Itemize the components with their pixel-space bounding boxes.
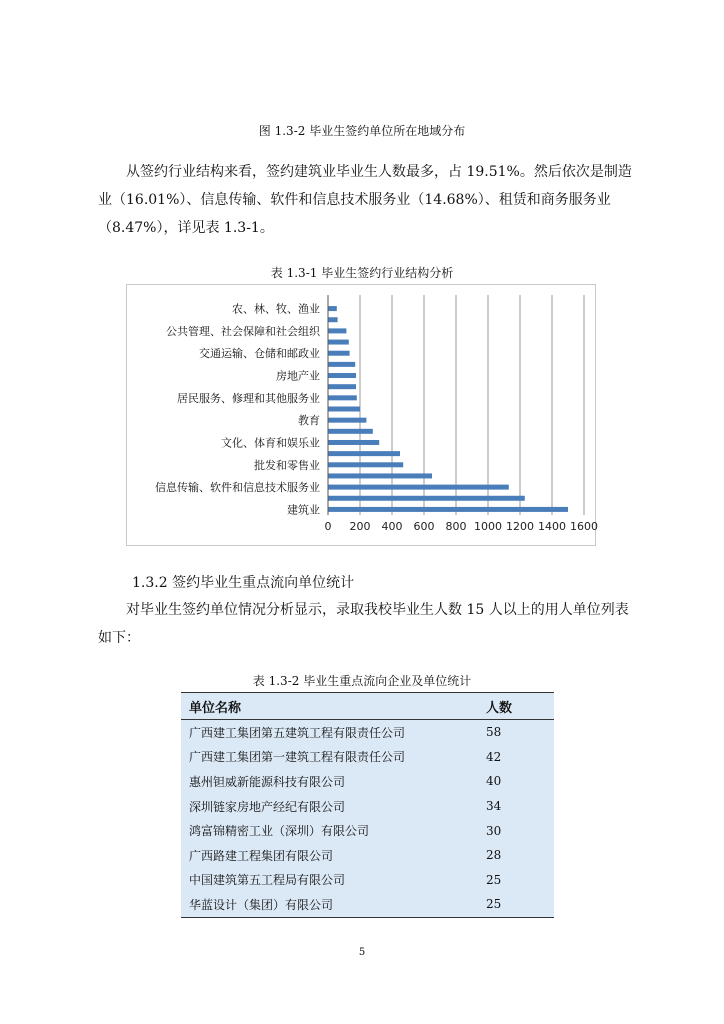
category-label: 批发和零售业	[254, 458, 320, 472]
bar	[328, 362, 355, 367]
unit-name-cell: 华蓝设计（集团）有限公司	[181, 892, 482, 917]
paragraph-industry-structure: 从签约行业结构来看，签约建筑业毕业生人数最多，占 19.51%。然后依次是制造业（16.01%）、信息传输、软件和信息技术服务业（14.68%）、租赁和商务服务业（8.47%），详见表 1.3-1。	[98, 164, 632, 236]
table-row	[181, 745, 554, 770]
bar	[328, 418, 366, 423]
x-tick-label: 600	[413, 520, 435, 533]
x-tick-label: 1000	[474, 520, 502, 533]
unit-name-cell: 惠州钽威新能源科技有限公司	[181, 769, 482, 794]
category-label: 房地产业	[276, 369, 320, 383]
unit-name-cell: 鸿富锦精密工业（深圳）有限公司	[181, 818, 482, 843]
category-label: 农、林、牧、渔业	[232, 302, 320, 316]
section-heading: 1.3.2 签约毕业生重点流向单位统计	[132, 575, 355, 591]
table-row	[181, 769, 554, 794]
bar	[328, 317, 338, 322]
x-tick-label: 1400	[538, 520, 566, 533]
bar	[328, 328, 346, 333]
category-label: 信息传输、软件和信息技术服务业	[155, 481, 320, 495]
count-cell: 25	[482, 868, 554, 893]
bar	[328, 507, 568, 512]
table-row	[181, 892, 554, 917]
bar	[328, 351, 350, 356]
bar	[328, 429, 373, 434]
table-1-caption: 表 1.3-1 毕业生签约行业结构分析	[270, 266, 454, 280]
x-tick-label: 0	[324, 520, 332, 533]
bar	[328, 485, 509, 490]
unit-name-cell: 中国建筑第五工程局有限公司	[181, 868, 482, 893]
header-unit-name: 单位名称	[181, 693, 482, 720]
industry-bar-chart	[127, 285, 598, 545]
table-2-caption: 表 1.3-2 毕业生重点流向企业及单位统计	[252, 674, 472, 688]
x-tick-label: 1200	[506, 520, 534, 533]
count-cell: 42	[482, 745, 554, 770]
table-row	[181, 818, 554, 843]
bar	[328, 451, 400, 456]
category-label: 建筑业	[287, 503, 320, 517]
category-label: 公共管理、社会保障和社会组织	[166, 324, 320, 338]
bar	[328, 395, 357, 400]
count-cell: 28	[482, 843, 554, 868]
unit-name-cell: 广西建工集团第五建筑工程有限责任公司	[181, 720, 482, 745]
paragraph-key-employers: 对毕业生签约单位情况分析显示，录取我校毕业生人数 15 人以上的用人单位列表如下：	[98, 602, 629, 646]
table-row	[181, 868, 554, 893]
bar	[328, 473, 432, 478]
category-label: 居民服务、修理和其他服务业	[177, 391, 320, 405]
figure-caption-top: 图 1.3-2 毕业生签约单位所在地域分布	[258, 124, 466, 138]
page-number: 5	[358, 947, 366, 958]
bar	[328, 407, 360, 412]
category-label: 交通运输、仓储和邮政业	[199, 347, 320, 361]
unit-name-cell: 广西建工集团第一建筑工程有限责任公司	[181, 745, 482, 770]
count-cell: 58	[482, 720, 554, 745]
bar	[328, 373, 356, 378]
header-count: 人数	[482, 693, 554, 720]
bar	[328, 462, 403, 467]
key-employers-table	[181, 692, 554, 918]
count-cell: 34	[482, 794, 554, 819]
x-tick-label: 400	[381, 520, 403, 533]
unit-name-cell: 深圳链家房地产经纪有限公司	[181, 794, 482, 819]
bar	[328, 496, 525, 501]
table-header-row	[181, 693, 554, 720]
x-tick-label: 200	[349, 520, 371, 533]
table-row	[181, 720, 554, 745]
table-row	[181, 794, 554, 819]
count-cell: 30	[482, 818, 554, 843]
bar	[328, 340, 349, 345]
category-label: 教育	[298, 414, 320, 428]
table-row	[181, 843, 554, 868]
bar	[328, 440, 379, 445]
category-label: 文化、体育和娱乐业	[221, 436, 320, 450]
x-tick-label: 800	[445, 520, 467, 533]
bar	[328, 306, 337, 311]
x-tick-label: 1600	[570, 520, 598, 533]
industry-bar-chart-frame	[126, 284, 596, 546]
unit-name-cell: 广西路建工程集团有限公司	[181, 843, 482, 868]
count-cell: 40	[482, 769, 554, 794]
bar	[328, 384, 356, 389]
count-cell: 25	[482, 892, 554, 917]
